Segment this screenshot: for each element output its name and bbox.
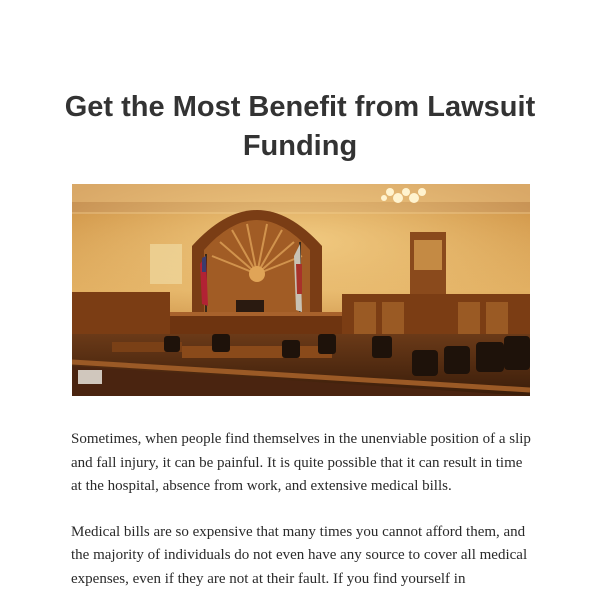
courtroom-image xyxy=(72,184,530,396)
article-title: Get the Most Benefit from Lawsuit Funding xyxy=(64,91,536,162)
article-body xyxy=(71,428,531,613)
paragraph: Medical bills are so expensive that many times you cannot afford them, and the majority of individuals do not even have any source to cover all medical expenses, even if they are not at their fault. If you find yourself in xyxy=(71,523,528,587)
paragraph: Sometimes, when people find themselves in the unenviable position of a slip and fall injury, it can be painful. It is quite possible that it can result in time at the hospital, absence from work, and extensive medical bills. xyxy=(71,431,531,494)
